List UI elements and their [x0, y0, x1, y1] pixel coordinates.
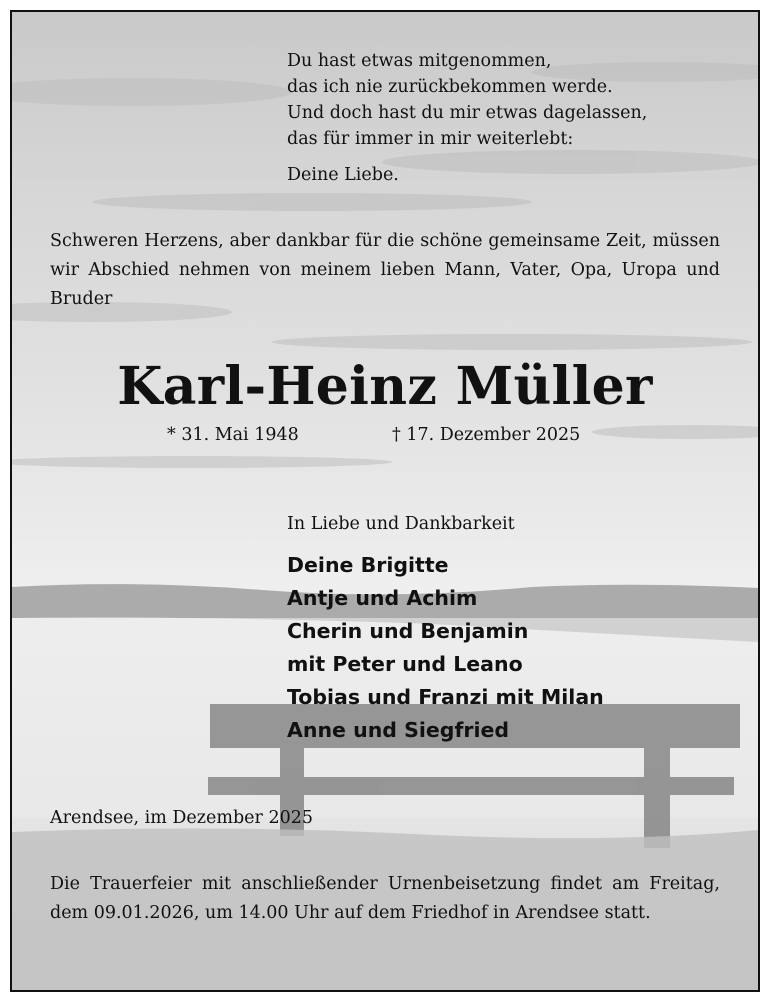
mourner-name: Anne und Siegfried [287, 718, 510, 742]
mourner-name: Tobias und Franzi mit Milan [287, 685, 604, 709]
intro-text: Schweren Herzens, aber dankbar für die schöne gemeinsame Zeit, müssen wir Abschied nehmen von meinem lieben Mann, Vater, Opa, Uropa und Bruder [50, 231, 720, 309]
poem-line: das ich nie zurückbekommen werde. [287, 77, 613, 97]
mourners-list [287, 549, 604, 747]
mourners-lead: In Liebe und Dankbarkeit [287, 514, 515, 534]
poem-line: das für immer in mir weiterlebt: [287, 129, 574, 149]
mourner-name: Deine Brigitte [287, 553, 449, 577]
poem-line: Und doch hast du mir etwas dagelassen, [287, 103, 648, 123]
mourner-name: Cherin und Benjamin [287, 619, 529, 643]
mourner-name: mit Peter und Leano [287, 652, 523, 676]
funeral-info: Die Trauerfeier mit anschließender Urnenbeisetzung findet am Freitag, dem 09.01.2026, um 14.00 Uhr auf dem Friedhof in Arendsee statt. [50, 874, 720, 923]
death-date: † 17. Dezember 2025 [392, 425, 581, 445]
poem [287, 48, 647, 188]
place-date: Arendsee, im Dezember 2025 [50, 808, 313, 828]
mourner-name: Antje und Achim [287, 586, 478, 610]
obituary-frame [10, 10, 760, 992]
birth-date: * 31. Mai 1948 [167, 425, 299, 445]
deceased-name: Karl-Heinz Müller [117, 356, 653, 417]
poem-line: Du hast etwas mitgenommen, [287, 51, 552, 71]
poem-closing: Deine Liebe. [287, 165, 399, 185]
